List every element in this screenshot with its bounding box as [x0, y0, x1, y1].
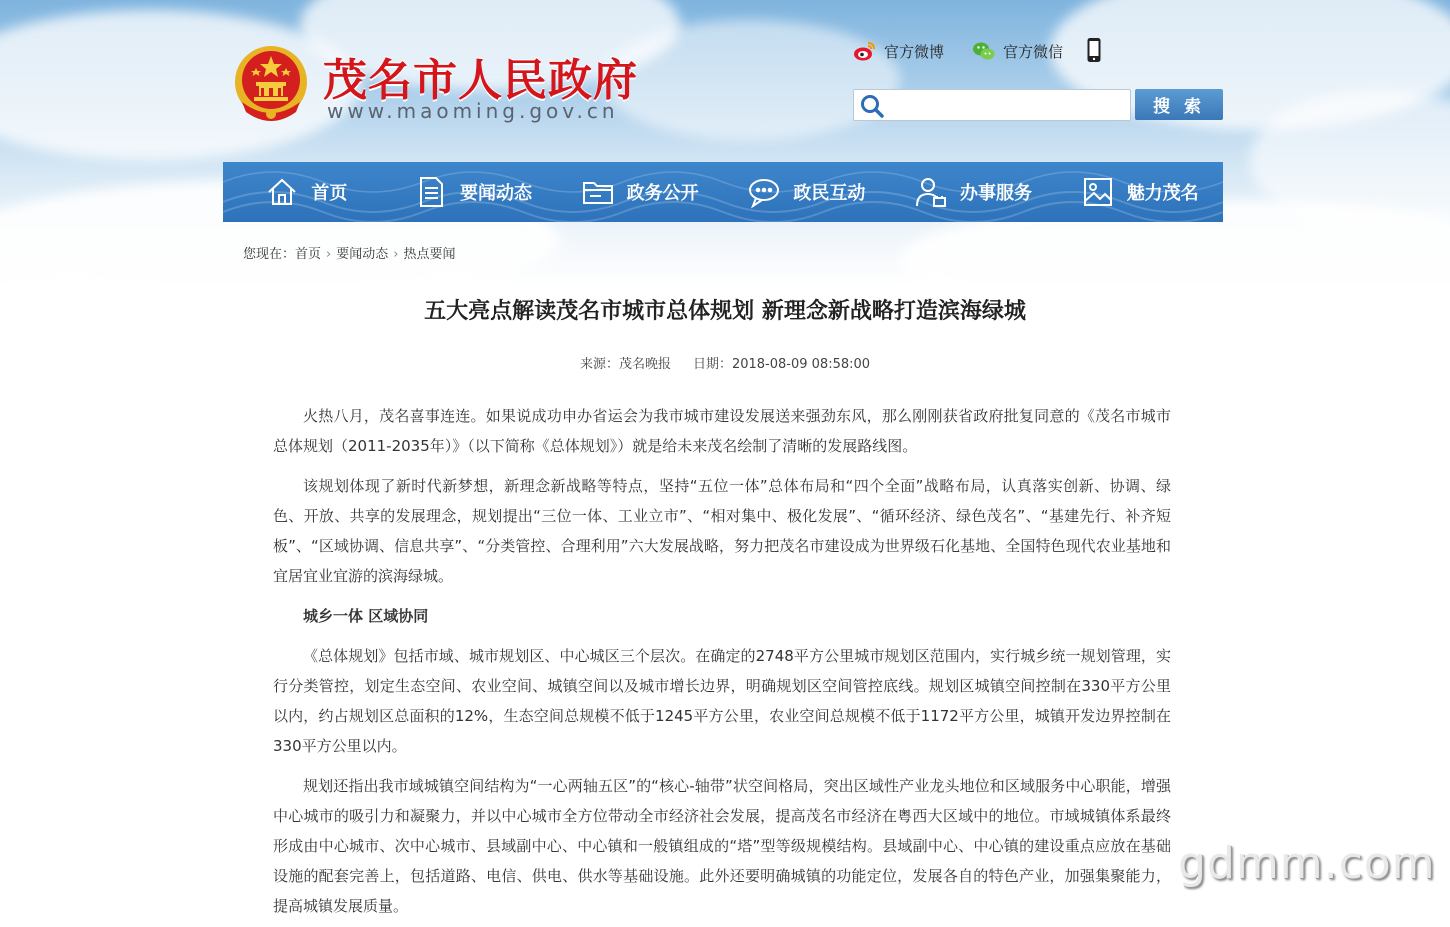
wechat-link[interactable] [972, 39, 1063, 63]
article-subheading: 城乡一体 区域协同 [303, 607, 429, 625]
wechat-label: 官方微信 [1003, 42, 1064, 61]
breadcrumb-hot-news[interactable]: 热点要闻 [403, 247, 456, 262]
article-body [273, 401, 1171, 927]
breadcrumb-prefix: 您现在： [243, 247, 296, 262]
article-source: 来源：茂名晚报 [579, 357, 671, 372]
image-icon [1081, 175, 1115, 209]
search-icon [860, 94, 886, 118]
main-nav [223, 162, 1223, 222]
mobile-phone-icon[interactable] [1086, 37, 1102, 63]
chevron-right-icon: › [326, 247, 332, 262]
article-title: 五大亮点解读茂名市城市总体规划 新理念新战略打造滨海绿城 [424, 299, 1026, 324]
user-service-icon [914, 175, 948, 209]
article-paragraph: 该规划体现了新时代新梦想，新理念新战略等特点，坚持“五位一体”总体布局和“四个全面”战略布局，认真落实创新、协调、绿色、开放、共享的发展理念，规划提出“三位一体、工业立市”、“相对集中、极化发展”、“循环经济、绿色茂名”、“基建先行、补齐短板”、“区域协调、信息共享”、“分类管控、合理利用”六大发展战略，努力把茂名市建设成为世界级石化基地、全国特色现代农业基地和宜居宜业宜游的滨海绿城。 [273, 477, 1171, 585]
nav-item-government-affairs[interactable] [556, 162, 723, 222]
article-date: 日期：2018-08-09 08:58:00 [692, 357, 871, 372]
article-meta [0, 353, 1450, 372]
article-paragraph: 规划还指出我市域城镇空间结构为“一心两轴五区”的“核心-轴带”状空间格局，突出区域性产业龙头地位和区域服务中心职能，增强中心城市的吸引力和凝聚力，并以中心城市全方位带动全市经济社会发展，提高茂名市经济在粤西大区域中的地位。市域城镇体系最终形成由中心城市、次中心城市、县域副中心、中心镇和一般镇组成的“塔”型等级规模结构。县域副中心、中心镇的建设重点应放在基础设施的配套完善上，包括道路、电信、供电、供水等基础设施。此外还要明确城镇的功能定位，发展各自的特色产业，加强集聚能力，提高城镇发展质量。 [273, 777, 1171, 915]
weibo-link[interactable] [853, 39, 944, 63]
nav-item-interaction[interactable] [723, 162, 890, 222]
document-icon [414, 175, 448, 209]
search-box [853, 89, 1131, 121]
article-paragraph: 火热八月，茂名喜事连连。如果说成功申办省运会为我市城市建设发展送来强劲东风，那么刚刚获省政府批复同意的《茂名市城市总体规划（2011-2035年）》（以下简称《总体规划》）就是给未来茂名绘制了清晰的发展路线图。 [273, 407, 1171, 455]
search-input[interactable] [890, 93, 1126, 117]
wechat-icon [972, 39, 996, 63]
watermark: gdmm.com [1178, 838, 1436, 889]
nav-item-news[interactable] [390, 162, 557, 222]
article-paragraph: 《总体规划》包括市域、城市规划区、中心城区三个层次。在确定的2748平方公里城市规划区范围内，实行城乡统一规划管理，实行分类管控，划定生态空间、农业空间、城镇空间以及城市增长边界，明确规划区空间管控底线。规划区城镇空间控制在330平方公里以内，约占规划区总面积的12%，生态空间总规模不低于1245平方公里，农业空间总规模不低于1172平方公里，城镇开发边界控制在330平方公里以内。 [273, 647, 1171, 755]
chevron-right-icon: › [393, 247, 399, 262]
weibo-label: 官方微博 [884, 42, 945, 61]
nav-label-home: 首页 [311, 183, 348, 204]
nav-label-interaction: 政民互动 [793, 183, 866, 204]
weibo-icon [853, 39, 877, 63]
nav-label-services: 办事服务 [960, 183, 1033, 204]
breadcrumb-news[interactable]: 要闻动态 [336, 247, 389, 262]
nav-label-charm-maoming: 魅力茂名 [1126, 183, 1199, 204]
national-emblem-logo[interactable] [232, 42, 310, 124]
breadcrumb-home[interactable]: 首页 [295, 247, 322, 262]
folder-icon [581, 175, 615, 209]
breadcrumb [243, 243, 455, 262]
site-title[interactable]: 茂名市人民政府 [323, 55, 638, 106]
home-icon [265, 175, 299, 209]
nav-label-government-affairs: 政务公开 [626, 183, 699, 204]
nav-item-home[interactable] [223, 162, 390, 222]
header-background [0, 0, 1450, 285]
chat-icon [747, 175, 781, 209]
nav-item-services[interactable] [890, 162, 1057, 222]
search-button[interactable]: 搜 索 [1135, 89, 1223, 120]
nav-item-charm-maoming[interactable] [1056, 162, 1223, 222]
site-url[interactable]: www.maoming.gov.cn [327, 99, 619, 123]
nav-label-news: 要闻动态 [460, 183, 532, 204]
